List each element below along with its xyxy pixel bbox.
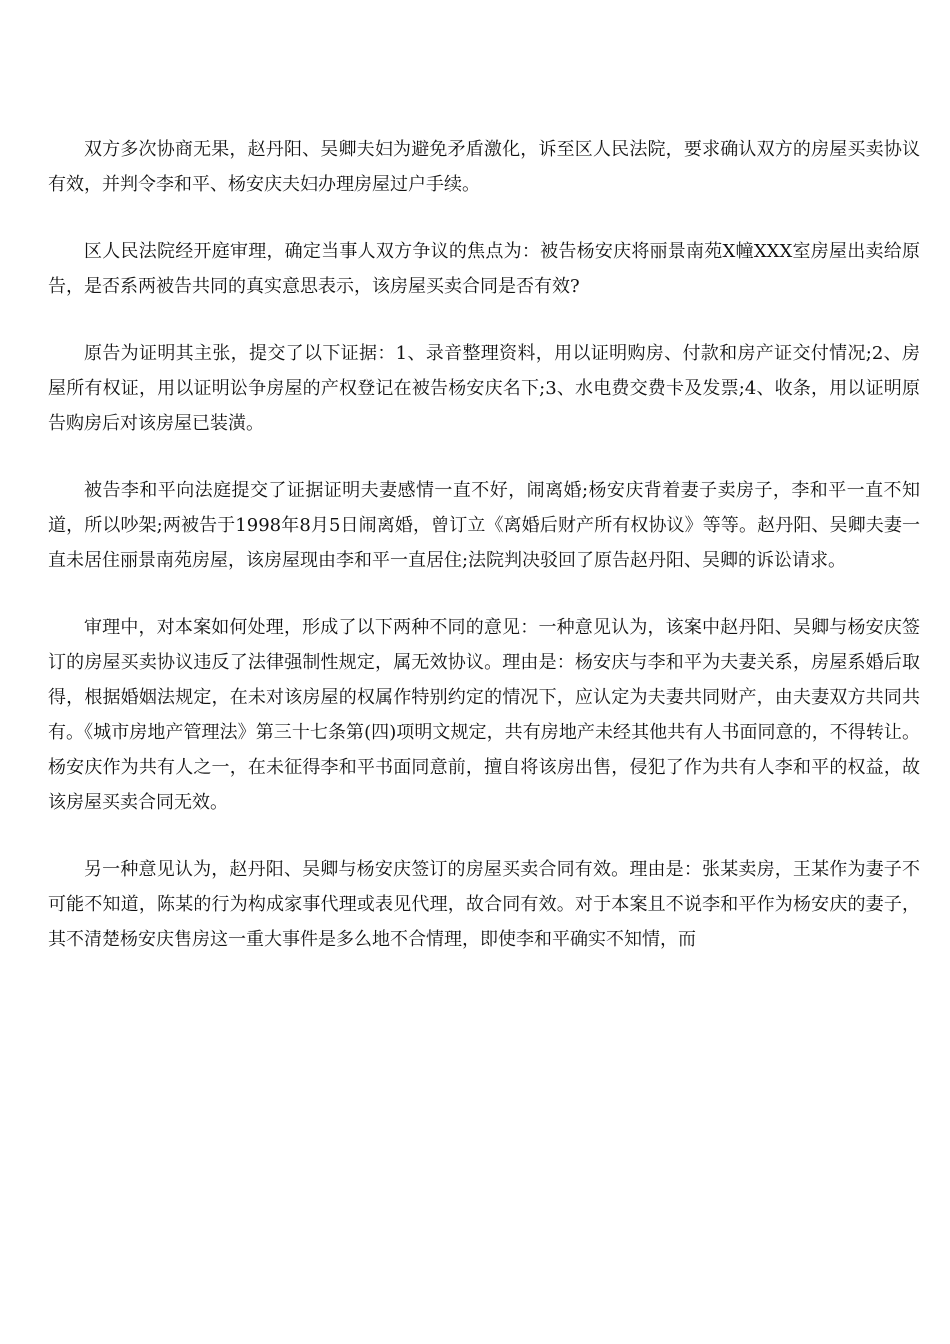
document-body: [48, 132, 920, 957]
paragraph-5: 审理中，对本案如何处理，形成了以下两种不同的意见：一种意见认为，该案中赵丹阳、吴卿与杨安庆签订的房屋买卖协议违反了法律强制性规定，属无效协议。理由是：杨安庆与李和平为夫妻关系，房屋系婚后取得，根据婚姻法规定，在未对该房屋的权属作特别约定的情况下，应认定为夫妻共同财产，由夫妻双方共同共有。《城市房地产管理法》第三十七条第(四)项明文规定，共有房地产未经其他共有人书面同意的，不得转让。杨安庆作为共有人之一，在未征得李和平书面同意前，擅自将该房出售，侵犯了作为共有人李和平的权益，故该房屋买卖合同无效。: [48, 617, 920, 813]
paragraph-3: 原告为证明其主张，提交了以下证据：1、录音整理资料，用以证明购房、付款和房产证交付情况;2、房屋所有权证，用以证明讼争房屋的产权登记在被告杨安庆名下;3、水电费交费卡及发票;4、收条，用以证明原告购房后对该房屋已装潢。: [48, 343, 920, 434]
paragraph-4: 被告李和平向法庭提交了证据证明夫妻感情一直不好，闹离婚;杨安庆背着妻子卖房子，李和平一直不知道，所以吵架;两被告于1998年8月5日闹离婚，曾订立《离婚后财产所有权协议》等等。赵丹阳、吴卿夫妻一直未居住丽景南苑房屋，该房屋现由李和平一直居住;法院判决驳回了原告赵丹阳、吴卿的诉讼请求。: [48, 480, 920, 571]
paragraph-1: 双方多次协商无果，赵丹阳、吴卿夫妇为避免矛盾激化，诉至区人民法院，要求确认双方的房屋买卖协议有效，并判令李和平、杨安庆夫妇办理房屋过户手续。: [48, 139, 920, 195]
paragraph-2: 区人民法院经开庭审理，确定当事人双方争议的焦点为：被告杨安庆将丽景南苑X幢XXX室房屋出卖给原告，是否系两被告共同的真实意思表示，该房屋买卖合同是否有效?: [48, 241, 920, 297]
paragraph-6: 另一种意见认为，赵丹阳、吴卿与杨安庆签订的房屋买卖合同有效。理由是：张某卖房，王某作为妻子不可能不知道，陈某的行为构成家事代理或表见代理，故合同有效。对于本案且不说李和平作为杨安庆的妻子，其不清楚杨安庆售房这一重大事件是多么地不合情理，即使李和平确实不知情，而: [48, 859, 920, 950]
